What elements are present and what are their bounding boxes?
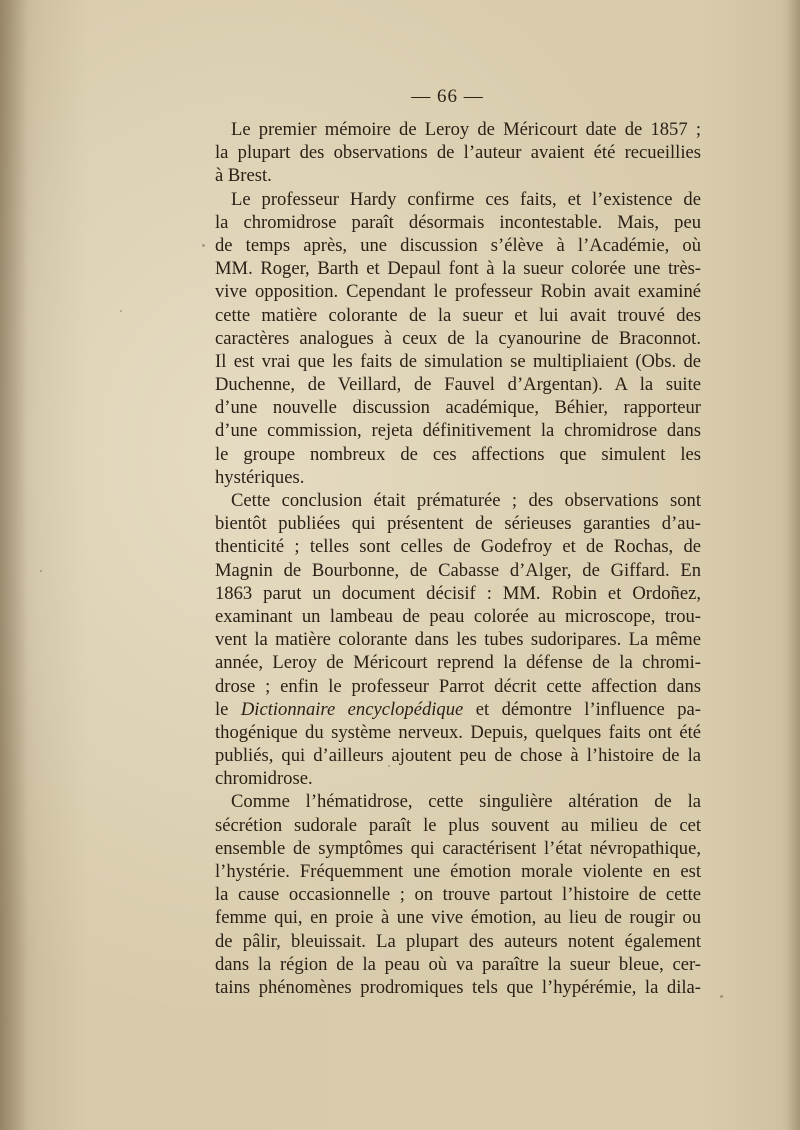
- text-segment: le: [215, 698, 241, 720]
- text-line: examinant un lambeau de peau colorée au microscope, trou-: [215, 605, 701, 627]
- text-line: Magnin de Bourbonne, de Cabasse d’Alger, de Giffard. En: [215, 559, 701, 581]
- text-line: la plupart des observations de l’auteur avaient été recueillies: [215, 142, 701, 164]
- text-line: femme qui, en proie à une vive émotion, au lieu de rougir ou: [215, 907, 701, 929]
- text-segment: et démontre l’influence pa-: [463, 698, 701, 720]
- text-line: chromidrose.: [215, 768, 313, 790]
- text-line: 1863 parut un document décisif : MM. Robin et Ordoñez,: [215, 582, 701, 604]
- body-text: [215, 118, 701, 999]
- text-line: de pâlir, bleuissait. La plupart des auteurs notent également: [215, 930, 701, 952]
- text-line: vent la matière colorante dans les tubes sudoripares. La même: [215, 629, 701, 651]
- text-line: Il est vrai que les faits de simulation se multipliaient (Obs. de: [215, 350, 701, 372]
- text-line: thenticité ; telles sont celles de Godefroy et de Rochas, de: [215, 536, 701, 558]
- paper-speck: [720, 995, 723, 998]
- text-line: de temps après, une discussion s’élève à l’Académie, où: [215, 234, 701, 256]
- text-line: Cette conclusion était prématurée ; des observations sont: [231, 490, 701, 511]
- text-line: le groupe nombreux de ces affections que simulent les: [215, 443, 701, 465]
- text-line: drose ; enfin le professeur Parrot décrit cette affection dans: [215, 675, 701, 697]
- page-binding-shadow: [0, 0, 28, 1130]
- text-line: vive opposition. Cependant le professeur Robin avait examiné: [215, 281, 701, 303]
- text-line: thogénique du système nerveux. Depuis, quelques faits ont été: [215, 721, 701, 743]
- text-line: dans la région de la peau où va paraître la sueur bleue, cer-: [215, 953, 701, 975]
- text-line: MM. Roger, Barth et Depaul font à la sueur colorée une très-: [215, 258, 701, 280]
- paper-speck: [40, 570, 42, 572]
- text-line: la cause occasionnelle ; on trouve partout l’histoire de cette: [215, 884, 701, 906]
- text-line: Duchenne, de Veillard, de Fauvel d’Argentan). A la suite: [215, 374, 701, 396]
- text-line: sécrétion sudorale paraît le plus souvent au milieu de cet: [215, 814, 701, 836]
- text-line: Le professeur Hardy confirme ces faits, et l’existence de: [231, 188, 701, 210]
- page-edge-shadow: [786, 0, 800, 1130]
- paper-speck: [202, 244, 205, 247]
- text-line: Le premier mémoire de Leroy de Méricourt date de 1857 ;: [231, 119, 701, 140]
- paper-speck: [120, 310, 122, 312]
- text-line: publiés, qui d’ailleurs ajoutent peu de chose à l’histoire de la: [215, 745, 701, 767]
- text-line: hystériques.: [215, 466, 305, 488]
- text-line: d’une commission, rejeta définitivement la chromidrose dans: [215, 420, 701, 442]
- page-number: — 66 —: [411, 86, 484, 107]
- text-line: l’hystérie. Fréquemment une émotion morale violente en est: [215, 861, 701, 882]
- italic-title: Dictionnaire encyclopédique: [240, 698, 464, 720]
- text-line: bientôt publiées qui présentent de sérieuses garanties d’au-: [215, 513, 701, 535]
- text-line: d’une nouvelle discussion académique, Béhier, rapporteur: [215, 397, 701, 419]
- text-line: la chromidrose paraît désormais incontestable. Mais, peu: [215, 211, 701, 233]
- text-line: année, Leroy de Méricourt reprend la défense de la chromi-: [215, 652, 701, 674]
- text-line: caractères analogues à ceux de la cyanourine de Braconnot.: [215, 327, 701, 349]
- text-line: à Brest.: [215, 165, 272, 187]
- text-line: cette matière colorante de la sueur et lui avait trouvé des: [215, 304, 701, 326]
- text-line: ensemble de symptômes qui caractérisent l’état névropathique,: [215, 837, 701, 859]
- text-line: Comme l’hématidrose, cette singulière altération de la: [231, 791, 701, 813]
- text-line: [215, 698, 701, 721]
- text-line: tains phénomènes prodromiques tels que l’hypérémie, la dila-: [215, 976, 701, 998]
